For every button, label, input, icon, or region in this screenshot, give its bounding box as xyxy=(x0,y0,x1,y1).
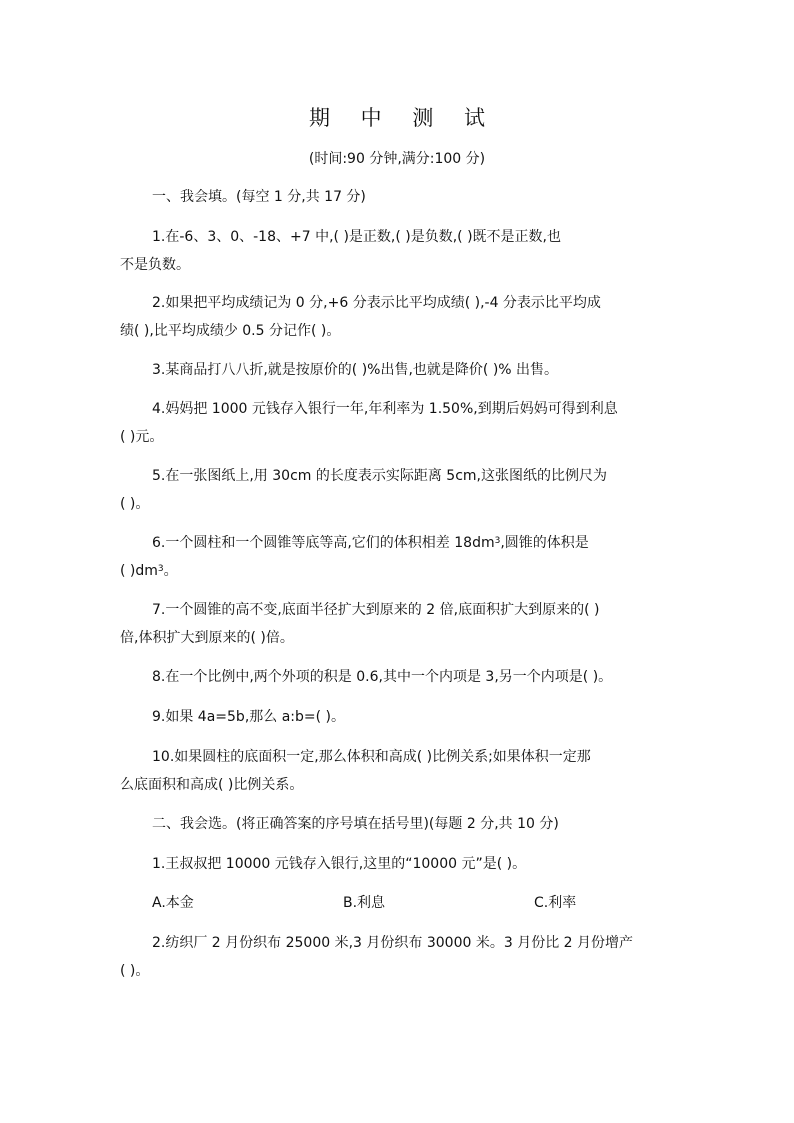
question-1-5-line-1: 5.在一张图纸上,用 30cm 的长度表示实际距离 5cm,这张图纸的比例尺为 xyxy=(152,468,607,484)
q6-line-2-text-a: ( )dm xyxy=(120,563,158,579)
question-1-9-line-1: 9.如果 4a=5b,那么 a:b=( )。 xyxy=(152,709,346,725)
question-2-2-line-2: ( )。 xyxy=(120,963,150,979)
question-1-8-line-1: 8.在一个比例中,两个外项的积是 0.6,其中一个内项是 3,另一个内项是( )。 xyxy=(152,669,613,685)
question-2-1-line-1: 1.王叔叔把 10000 元钱存入银行,这里的“10000 元”是( )。 xyxy=(152,856,527,872)
option-c: C.利率 xyxy=(534,895,577,911)
section-2-heading: 二、我会选。(将正确答案的序号填在括号里)(每题 2 分,共 10 分) xyxy=(152,816,559,832)
option-a: A.本金 xyxy=(152,895,194,911)
question-1-5-line-2: ( )。 xyxy=(120,496,150,512)
question-1-2-line-1: 2.如果把平均成绩记为 0 分,+6 分表示比平均成绩( ),-4 分表示比平均成 xyxy=(152,295,601,311)
q6-line-2-text-b: 。 xyxy=(163,563,178,579)
question-1-2-line-2: 绩( ),比平均成绩少 0.5 分记作( )。 xyxy=(120,323,341,339)
question-1-1-line-2: 不是负数。 xyxy=(120,257,190,273)
cubic-superscript: 3 xyxy=(494,536,501,546)
cubic-superscript: 3 xyxy=(157,564,164,574)
section-1-heading: 一、我会填。(每空 1 分,共 17 分) xyxy=(152,189,366,205)
question-1-7-line-2: 倍,体积扩大到原来的( )倍。 xyxy=(120,630,294,646)
question-1-6-line-2 xyxy=(120,562,178,580)
page-title: 期 中 测 试 xyxy=(308,106,498,130)
question-1-7-line-1: 7.一个圆锥的高不变,底面半径扩大到原来的 2 倍,底面积扩大到原来的( ) xyxy=(152,602,600,618)
question-1-1-line-1: 1.在-6、3、0、-18、+7 中,( )是正数,( )是负数,( )既不是正数,也 xyxy=(152,229,562,245)
question-1-10-line-1: 10.如果圆柱的底面积一定,那么体积和高成( )比例关系;如果体积一定那 xyxy=(152,749,591,765)
q6-line-1-text-a: 6.一个圆柱和一个圆锥等底等高,它们的体积相差 18dm xyxy=(152,535,495,551)
q6-line-1-text-b: ,圆锥的体积是 xyxy=(500,535,589,551)
question-1-4-line-1: 4.妈妈把 1000 元钱存入银行一年,年利率为 1.50%,到期后妈妈可得到利息 xyxy=(152,401,618,417)
question-1-6-line-1 xyxy=(152,534,589,552)
question-1-10-line-2: 么底面积和高成( )比例关系。 xyxy=(120,777,304,793)
question-1-4-line-2: ( )元。 xyxy=(120,429,164,445)
question-1-3-line-1: 3.某商品打八八折,就是按原价的( )%出售,也就是降价( )% 出售。 xyxy=(152,362,559,378)
question-2-2-line-1: 2.纺织厂 2 月份织布 25000 米,3 月份织布 30000 米。3 月份比 2 月份增产 xyxy=(152,935,634,951)
option-b: B.利息 xyxy=(343,895,386,911)
exam-info: (时间:90 分钟,满分:100 分) xyxy=(308,151,486,167)
